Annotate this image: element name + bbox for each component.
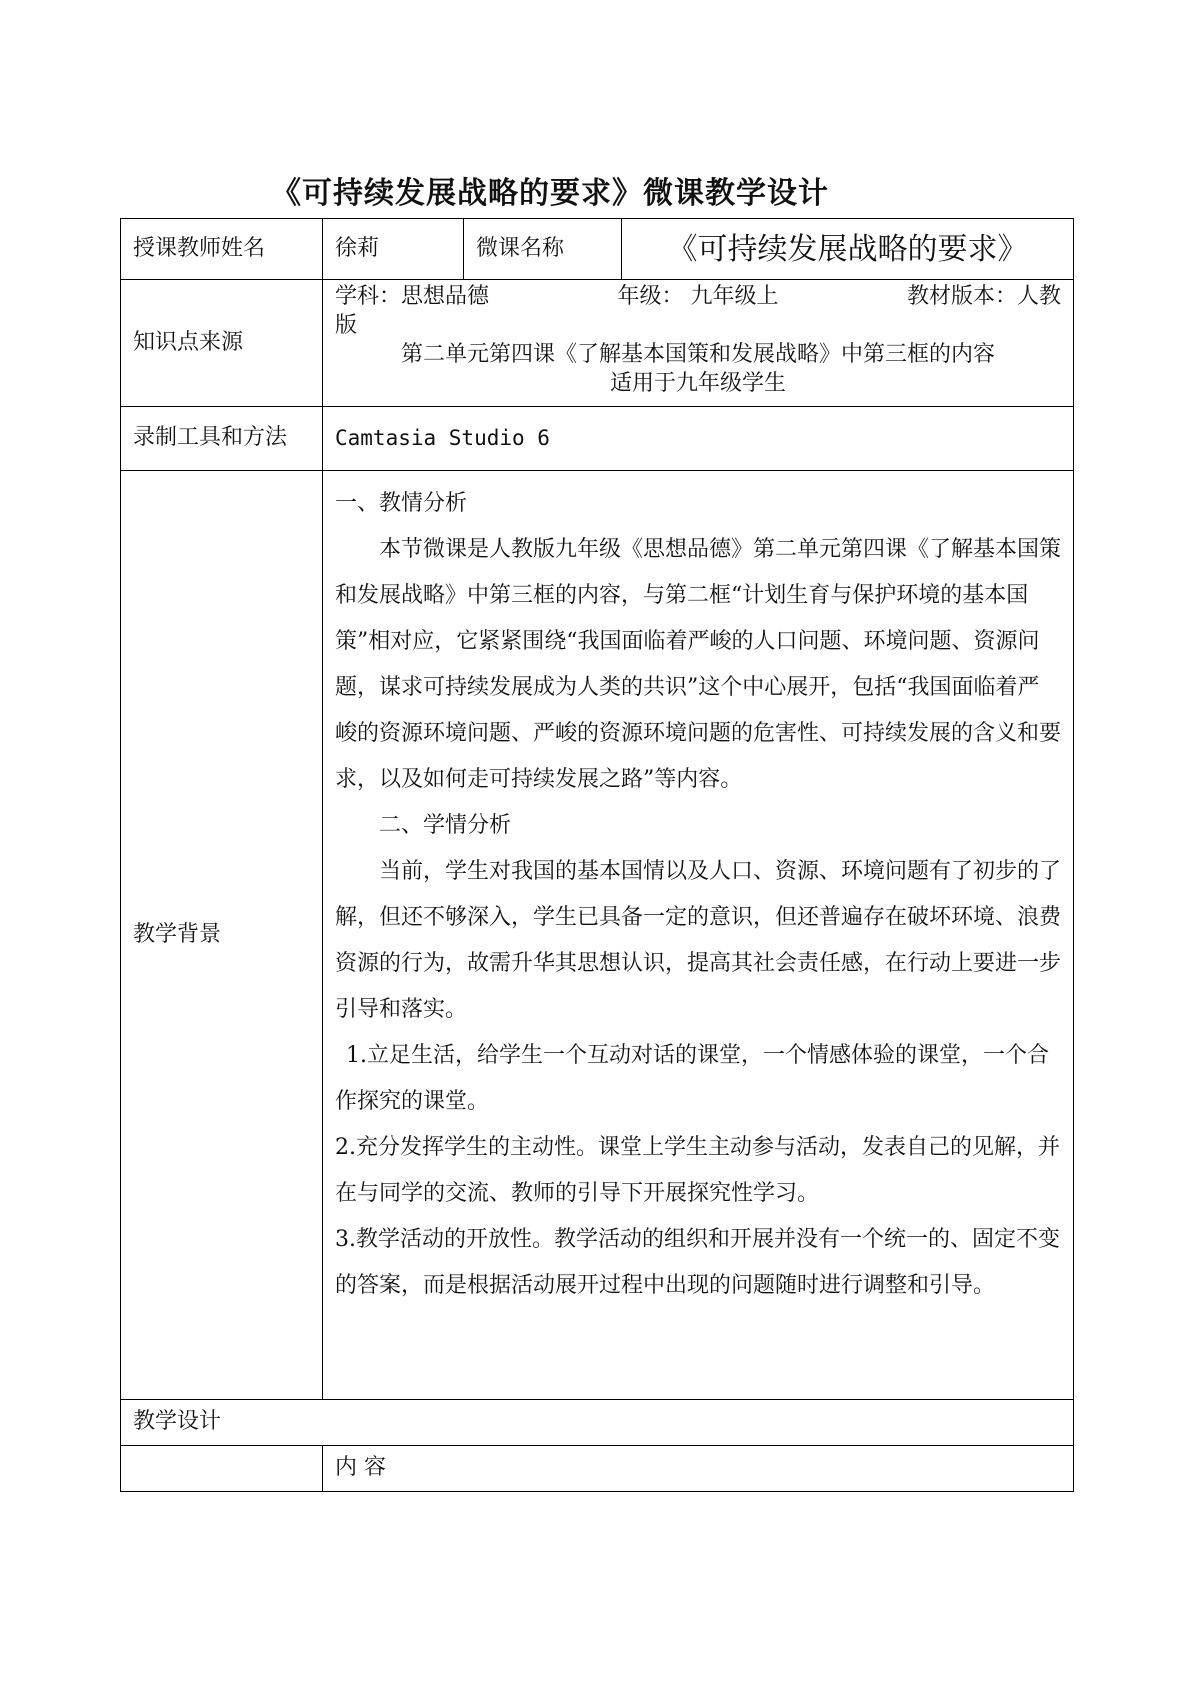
empty-cell	[121, 1446, 323, 1492]
background-label: 教学背景	[121, 471, 323, 1400]
table-row	[121, 1400, 1074, 1446]
background-cell	[323, 471, 1074, 1400]
grade-text: 年级： 九年级上	[617, 284, 779, 309]
source-cell	[323, 280, 1074, 407]
course-name: 《可持续发展战略的要求》	[622, 219, 1074, 280]
lesson-design-table	[120, 218, 1074, 1492]
list-item: 2.充分发挥学生的主动性。课堂上学生主动参与活动，发表自己的见解，并在与同学的交流、教师的引导下开展探究性学习。	[335, 1135, 1060, 1206]
content-label: 内 容	[323, 1446, 1074, 1492]
table-row	[121, 1446, 1074, 1492]
table-row	[121, 471, 1074, 1400]
teaching-analysis-paragraph: 本节微课是人教版九年级《思想品德》第二单元第四课《了解基本国策和发展战略》中第三框的内容，与第二框“计划生育与保护环境的基本国策”相对应，它紧紧围绕“我国面临着严峻的人口问题、环境问题、资源问题，谋求可持续发展成为人类的共识”这个中心展开，包括“我国面临着严峻的资源环境问题、严峻的资源环境问题的危害性、可持续发展的含义和要求，以及如何走可持续发展之路”等内容。	[335, 537, 1062, 792]
student-analysis-paragraph: 当前，学生对我国的基本国情以及人口、资源、环境问题有了初步的了解，但还不够深入，学生已具备一定的意识，但还普遍存在破坏环境、浪费资源的行为，故需升华其思想认识，提高其社会责任感，在行动上要进一步引导和落实。	[335, 859, 1062, 1022]
teacher-label: 授课教师姓名	[121, 219, 323, 280]
course-label: 微课名称	[464, 219, 622, 280]
document-title: 《可持续发展战略的要求》微课教学设计	[271, 176, 829, 211]
table-row	[121, 280, 1074, 407]
applicable-text: 适用于九年级学生	[609, 371, 786, 396]
edition-continued: 版	[335, 313, 358, 338]
unit-text: 第二单元第四课《了解基本国策和发展战略》中第三框的内容	[400, 342, 995, 367]
heading-teaching-analysis: 一、教情分析	[335, 491, 468, 516]
teacher-name: 徐莉	[323, 219, 464, 280]
table-row	[121, 407, 1074, 471]
table-row	[121, 219, 1074, 280]
source-label: 知识点来源	[121, 280, 323, 407]
edition-text: 教材版本：人教	[906, 284, 1061, 309]
source-meta-line	[335, 282, 1061, 311]
list-item: 1.立足生活，给学生一个互动对话的课堂，一个情感体验的课堂，一个合作探究的课堂。	[335, 1043, 1049, 1114]
tool-label: 录制工具和方法	[121, 407, 323, 471]
design-label: 教学设计	[121, 1400, 1074, 1446]
subject-text: 学科：思想品德	[335, 284, 490, 309]
heading-student-analysis: 二、学情分析	[379, 813, 512, 838]
tool-value: Camtasia Studio 6	[323, 407, 1074, 471]
list-item: 3.教学活动的开放性。教学活动的组织和开展并没有一个统一的、固定不变的答案，而是根据活动展开过程中出现的问题随时进行调整和引导。	[335, 1227, 1060, 1298]
